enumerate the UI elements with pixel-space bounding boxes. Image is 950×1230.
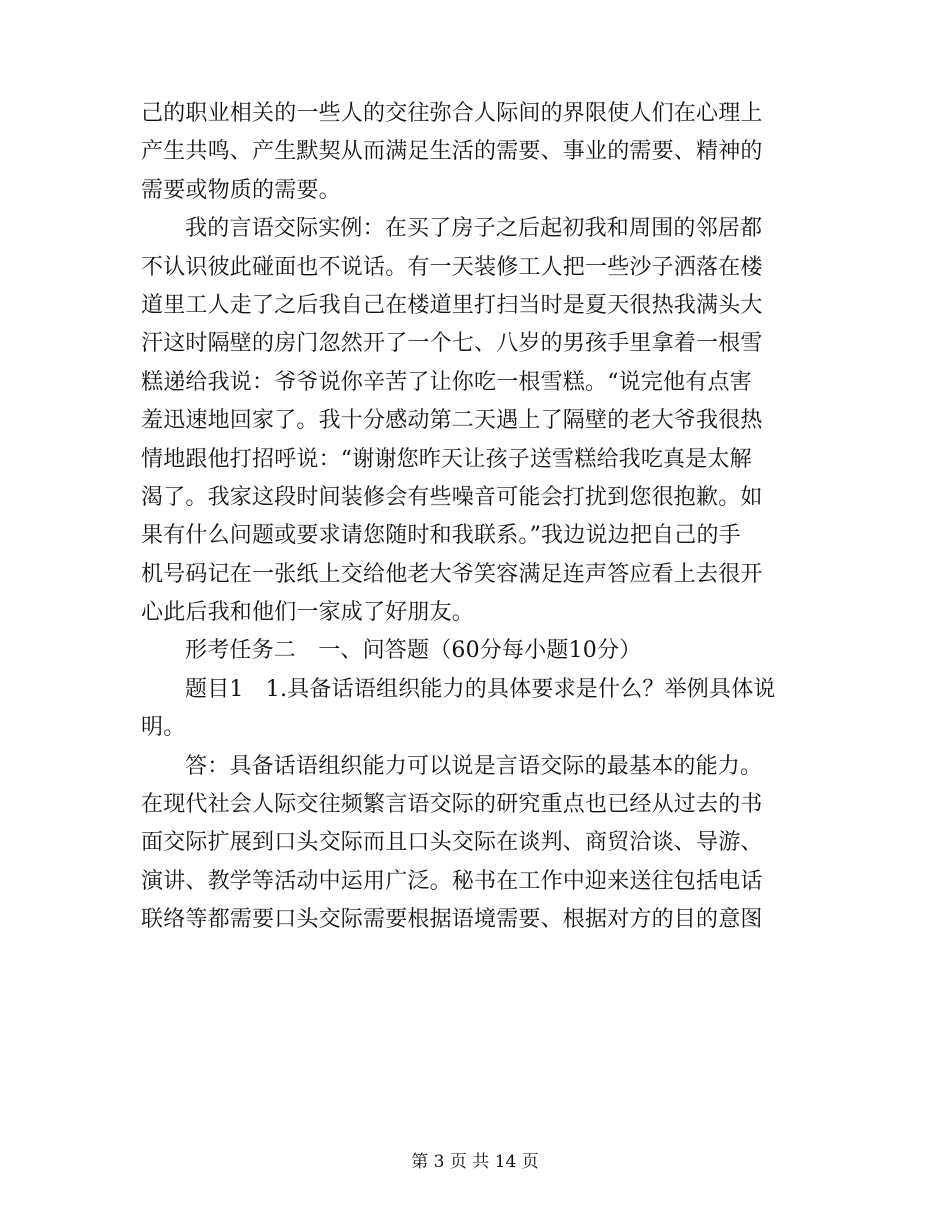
answer-line: 在现代社会人际交往频繁言语交际的研究重点也已经从过去的书 bbox=[141, 792, 763, 818]
answer-line: 演讲、教学等活动中运用广泛。秘书在工作中迎来送往包括电话 bbox=[141, 868, 763, 894]
question-line: 明。 bbox=[141, 715, 186, 741]
answer-line: 面交际扩展到口头交际而且口头交际在谈判、商贸洽谈、导游、 bbox=[141, 830, 763, 856]
page-number: 第 3 页 共 14 页 bbox=[411, 1152, 539, 1172]
paragraph-line: 汗这时隔壁的房门忽然开了一个七、八岁的男孩手里拿着一根雪 bbox=[141, 331, 763, 357]
paragraph-line: 羞迅速地回家了。我十分感动第二天遇上了隔壁的老大爷我很热 bbox=[141, 408, 763, 434]
section-heading: 形考任务二 一、问答题（60分每小题10分） bbox=[185, 638, 642, 664]
paragraph-line: 渴了。我家这段时间装修会有些噪音可能会打扰到您很抱歉。如 bbox=[141, 484, 763, 510]
paragraph-line: 产生共鸣、产生默契从而满足生活的需要、事业的需要、精神的 bbox=[141, 139, 763, 165]
paragraph-line: 己的职业相关的一些人的交往弥合人际间的界限使人们在心理上 bbox=[141, 101, 763, 126]
question-line: 题目1 1.具备话语组织能力的具体要求是什么？举例具体说 bbox=[185, 676, 776, 702]
paragraph-line: 我的言语交际实例：在买了房子之后起初我和周围的邻居都 bbox=[185, 216, 763, 242]
answer-line: 答：具备话语组织能力可以说是言语交际的最基本的能力。 bbox=[185, 753, 763, 779]
paragraph-line: 需要或物质的需要。 bbox=[141, 177, 341, 203]
paragraph-line: 心此后我和他们一家成了好朋友。 bbox=[141, 600, 475, 626]
paragraph-line: 情地跟他打招呼说：“谢谢您昨天让孩子送雪糕给我吃真是太解 bbox=[141, 446, 752, 472]
answer-line: 联络等都需要口头交际需要根据语境需要、根据对方的目的意图 bbox=[141, 907, 763, 933]
paragraph-line: 不认识彼此碰面也不说话。有一天装修工人把一些沙子洒落在楼 bbox=[141, 254, 763, 280]
paragraph-line: 糕递给我说：爷爷说你辛苦了让你吃一根雪糕。“说完他有点害 bbox=[141, 369, 752, 395]
document-body bbox=[141, 95, 801, 940]
paragraph-line: 果有什么问题或要求请您随时和我联系。”我边说边把自己的手 bbox=[141, 523, 741, 549]
paragraph-line: 道里工人走了之后我自己在楼道里打扫当时是夏天很热我满头大 bbox=[141, 292, 763, 318]
paragraph-line: 机号码记在一张纸上交给他老大爷笑容满足连声答应看上去很开 bbox=[141, 561, 763, 587]
